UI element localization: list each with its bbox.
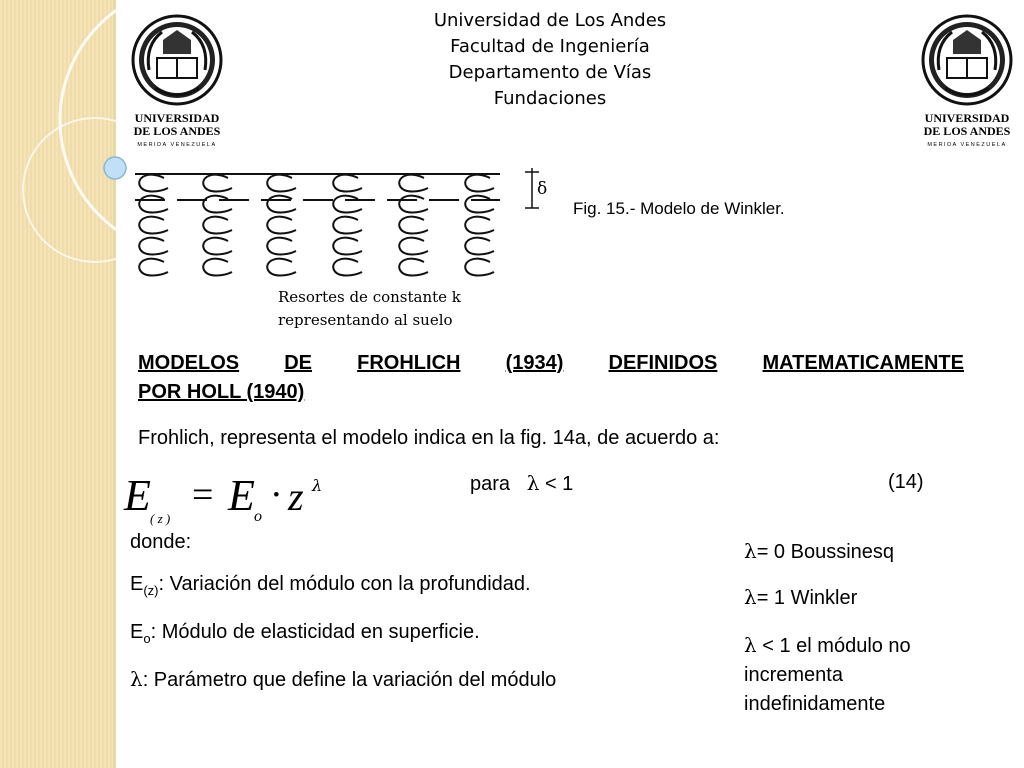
university-seal-logo-left (127, 10, 227, 160)
case-less-than-one (744, 631, 911, 719)
section-heading-line1 (138, 349, 964, 378)
section-heading (138, 349, 964, 407)
header-university: Universidad de Los Andes (433, 10, 667, 31)
spring (465, 175, 494, 276)
case-text-line3: indefinidamente (744, 693, 886, 715)
case-text-line2: incrementa (744, 664, 843, 686)
case-text: = 1 Winkler (756, 587, 858, 609)
formula-rhs-subscript: o (254, 508, 262, 525)
formula-rhs: E (228, 471, 255, 520)
spring (139, 175, 168, 276)
definition-eo (130, 621, 480, 646)
ez-subscript: (z) (143, 583, 159, 598)
institution-header (380, 8, 720, 112)
heading-word: DEFINIDOS (608, 352, 718, 374)
heading-word: MODELOS (138, 352, 240, 374)
logo-left-line3: MERIDA VENEZUELA (137, 142, 217, 148)
spring (203, 175, 232, 276)
spring-label-line1: Resortes de constante k (278, 288, 461, 306)
case-text: < 1 el módulo no (756, 635, 911, 657)
formula-exponent: λ (312, 476, 323, 495)
spring (333, 175, 362, 276)
case-winkler (744, 585, 857, 610)
intro-paragraph: Frohlich, representa el modelo indica en la fig. 14a, de acuerdo a: (138, 427, 720, 449)
case-text: = 0 Boussinesq (756, 541, 895, 563)
formula-lhs: E (124, 471, 151, 520)
logo-right-line3: MERIDA VENEZUELA (927, 142, 1007, 148)
condition-prefix: para (470, 473, 511, 495)
logo-left-line2: DE LOS ANDES (133, 124, 221, 138)
lambda-symbol: λ (130, 667, 143, 691)
eo-subscript: o (143, 631, 151, 646)
heading-word: FROHLICH (357, 352, 461, 374)
donde-label: donde: (130, 531, 192, 553)
logo-right-line1: UNIVERSIDAD (924, 111, 1010, 125)
case-boussinesq (744, 539, 894, 564)
spring (399, 175, 428, 276)
case-lambda: λ (744, 539, 757, 563)
logo-left-line1: UNIVERSIDAD (134, 111, 220, 125)
formula-variable: z (288, 474, 304, 519)
spring (267, 175, 296, 276)
case-lambda: λ (744, 633, 757, 657)
formula-equals: = (192, 474, 214, 516)
frohlich-formula (120, 465, 340, 535)
case-lambda: λ (744, 585, 757, 609)
ez-text: : Variación del módulo con la profundidad. (158, 573, 531, 595)
header-faculty: Facultad de Ingeniería (450, 36, 650, 57)
definition-lambda (130, 667, 556, 692)
figure-caption: Fig. 15.- Modelo de Winkler. (573, 199, 785, 218)
formula-lhs-subscript: ( z ) (150, 511, 171, 526)
condition-lambda: λ (526, 471, 540, 495)
equation-number: (14) (888, 471, 924, 493)
winkler-model-figure (120, 160, 570, 335)
logo-right-line2: DE LOS ANDES (923, 124, 1011, 138)
winkler-springs (139, 175, 494, 276)
lambda-text: : Parámetro que define la variación del módulo (142, 669, 557, 691)
spring-label-line2: representando al suelo (278, 311, 453, 329)
ez-symbol: E (130, 573, 144, 595)
delta-label: δ (537, 179, 548, 199)
definition-ez (130, 573, 531, 598)
formula-condition (470, 471, 573, 496)
heading-word: (1934) (505, 352, 564, 374)
condition-rest: < 1 (539, 473, 574, 495)
section-heading-line2: POR HOLL (1940) (138, 381, 305, 403)
header-subject: Fundaciones (493, 88, 607, 109)
heading-word: MATEMATICAMENTE (762, 352, 964, 374)
heading-word: DE (284, 352, 313, 374)
eo-text: : Módulo de elasticidad en superficie. (150, 621, 480, 643)
university-seal-logo-right (917, 10, 1017, 160)
header-department: Departamento de Vías (448, 62, 652, 83)
formula-dot: · (270, 474, 283, 516)
eo-symbol: E (130, 621, 144, 643)
